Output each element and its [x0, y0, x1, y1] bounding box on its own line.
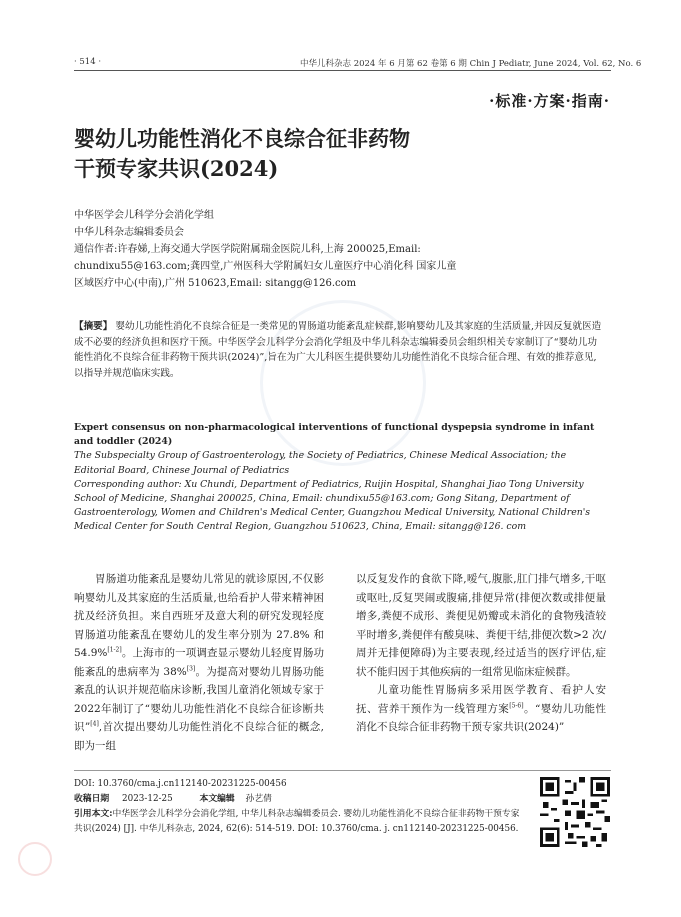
author-block [74, 207, 614, 292]
abstract-label: 【摘要】 [74, 321, 113, 332]
received-label: 收稿日期 [74, 794, 110, 804]
journal-seal-logo [18, 842, 52, 876]
title-line-2: 干预专家共识(2024) [74, 156, 279, 181]
body-left-text-b: 。上海市的一项调查显示婴幼儿轻度胃肠功能紊乱的患病率为 38% [74, 647, 324, 678]
editor-label: 本文编辑 [199, 794, 235, 804]
received-date: 2023-12-25 [122, 794, 173, 804]
ref-4: [5-6] [509, 702, 524, 709]
body-right-text-b: 。“婴幼儿功能性消化不良综合征非药物干预专家共识(2024)” [356, 702, 607, 733]
corresponding-line-2: chundixu55@163.com;龚四堂,广州医科大学附属妇女儿童医疗中心消化科 国家儿童 [74, 261, 457, 272]
body-column-right [356, 570, 606, 737]
dates-editor [74, 792, 526, 807]
abstract-text: 婴幼儿功能性消化不良综合征是一类常见的胃肠道功能紊乱症候群,影响婴幼儿及其家庭的生活质量,并因反复就医造成不必要的经济负担和医疗干预。中华医学会儿科学分会消化学组及中华儿科杂志编辑委员会组织相关专家制订了“婴幼儿功能性消化不良综合征非药物干预共识(2024)”,旨在为广大儿科医生提供婴幼儿功能性消化不良综合征合理、有效的推荐意见,以指导并规范临床实践。 [74, 321, 602, 379]
corresponding-line-3: 区域医疗中心(中南),广州 510623,Email: sitangg@126.com [74, 278, 357, 289]
body-right-text: 儿童功能性胃肠病多采用医学教育、看护人安抚、营养干预作为一线管理方案 [356, 684, 606, 715]
ref-1: [1-2] [107, 646, 122, 654]
cite-text: 中华医学会儿科学分会消化学组, 中华儿科杂志编辑委员会. 婴幼儿功能性消化不良综合征非药物干预专家共识(2024) [J]. 中华儿科杂志, 2024, 62(6): 514-519. DOI: 10.3760/cma. j. cn112140-20231225-00456. [74, 809, 520, 834]
cite-label: 引用本文: [74, 809, 113, 819]
author-org-1: 中华医学会儿科学分会消化学组 [74, 210, 214, 221]
section-label: ·标准·方案·指南· [489, 92, 610, 110]
abstract-chinese [74, 319, 606, 381]
ref-3: [4] [90, 720, 99, 728]
footer-info [74, 777, 526, 837]
english-authors: The Subspecialty Group of Gastroenterology, the Society of Pediatrics, Chinese Medical Association; the Editorial Board, Chinese Journal of Pediatrics [74, 450, 567, 476]
author-org-2: 中华儿科杂志编辑委员会 [74, 227, 184, 238]
english-corresponding: Corresponding author: Xu Chundi, Department of Pediatrics, Ruijin Hospital, Shanghai Jiao Tong University School of Medicine, Shanghai 200025, China, Email: chundixu55@163.com; Gong Sitang, Department of Gastroenterology, Women and Children's Medical Center, Guangzhou Medical University, National Children's Medical Center for South Central Region, Guangzhou 510623, China, Email: sitangg@126. com [74, 478, 591, 533]
citation [74, 807, 526, 837]
ref-2: [3] [186, 665, 196, 672]
corresponding-line-1: 通信作者:许春娣,上海交通大学医学院附属瑞金医院儿科,上海 200025,Email: [74, 244, 421, 255]
header-rule [74, 70, 611, 71]
editor-name: 孙艺倩 [245, 794, 272, 804]
body-right-para-2 [356, 681, 606, 737]
body-left-text: 胃肠道功能紊乱是婴幼儿常见的就诊原因,不仅影响婴幼儿及其家庭的生活质量,也给看护人带来精神困扰及经济负担。来自西班牙及意大利的研究发现轻度胃肠道功能紊乱在婴幼儿的发生率分别为 27.8% 和 54.9% [74, 573, 324, 659]
journal-header: 中华儿科杂志 2024 年 6 月第 62 卷第 6 期 Chin J Pediatr, June 2024, Vol. 62, No. 6 [300, 59, 642, 69]
body-column-left [74, 570, 324, 755]
title-line-1: 婴幼儿功能性消化不良综合征非药物 [74, 126, 410, 151]
body-left-text-c: 。为提高对婴幼儿胃肠功能紊乱的认识并规范临床诊断,我国儿童消化领域专家于2022年制订了“婴幼儿功能性消化不良综合征诊断共识” [74, 665, 324, 733]
doi: DOI: 10.3760/cma.j.cn112140-20231225-00456 [74, 779, 287, 789]
qr-code [540, 777, 610, 847]
body-left-text-d: ,首次提出婴幼儿功能性消化不良综合征的概念,即为一组 [74, 721, 324, 752]
body-right-para-1: 以反复发作的食欲下降,嗳气,腹胀,肛门排气增多,干呕或呕吐,反复哭闹或腹痛,排便异常(排便次数或排便量增多,粪便不成形、粪便见奶瓣或未消化的食物残渣较平时增多,粪便伴有酸臭味、粪便干结,排便次数>2 次/周并无排便障碍)为主要表现,经过适当的医疗评估,症状不能归因于其他疾病的一组常见临床症候群。 [356, 573, 606, 678]
article-title [74, 124, 410, 184]
page-number: · 514 · [74, 57, 102, 67]
footer-rule [74, 770, 611, 771]
abstract-english [74, 421, 606, 535]
english-title: Expert consensus on non-pharmacological interventions of functional dyspepsia syndrome in infant and toddler (2024) [74, 422, 595, 448]
